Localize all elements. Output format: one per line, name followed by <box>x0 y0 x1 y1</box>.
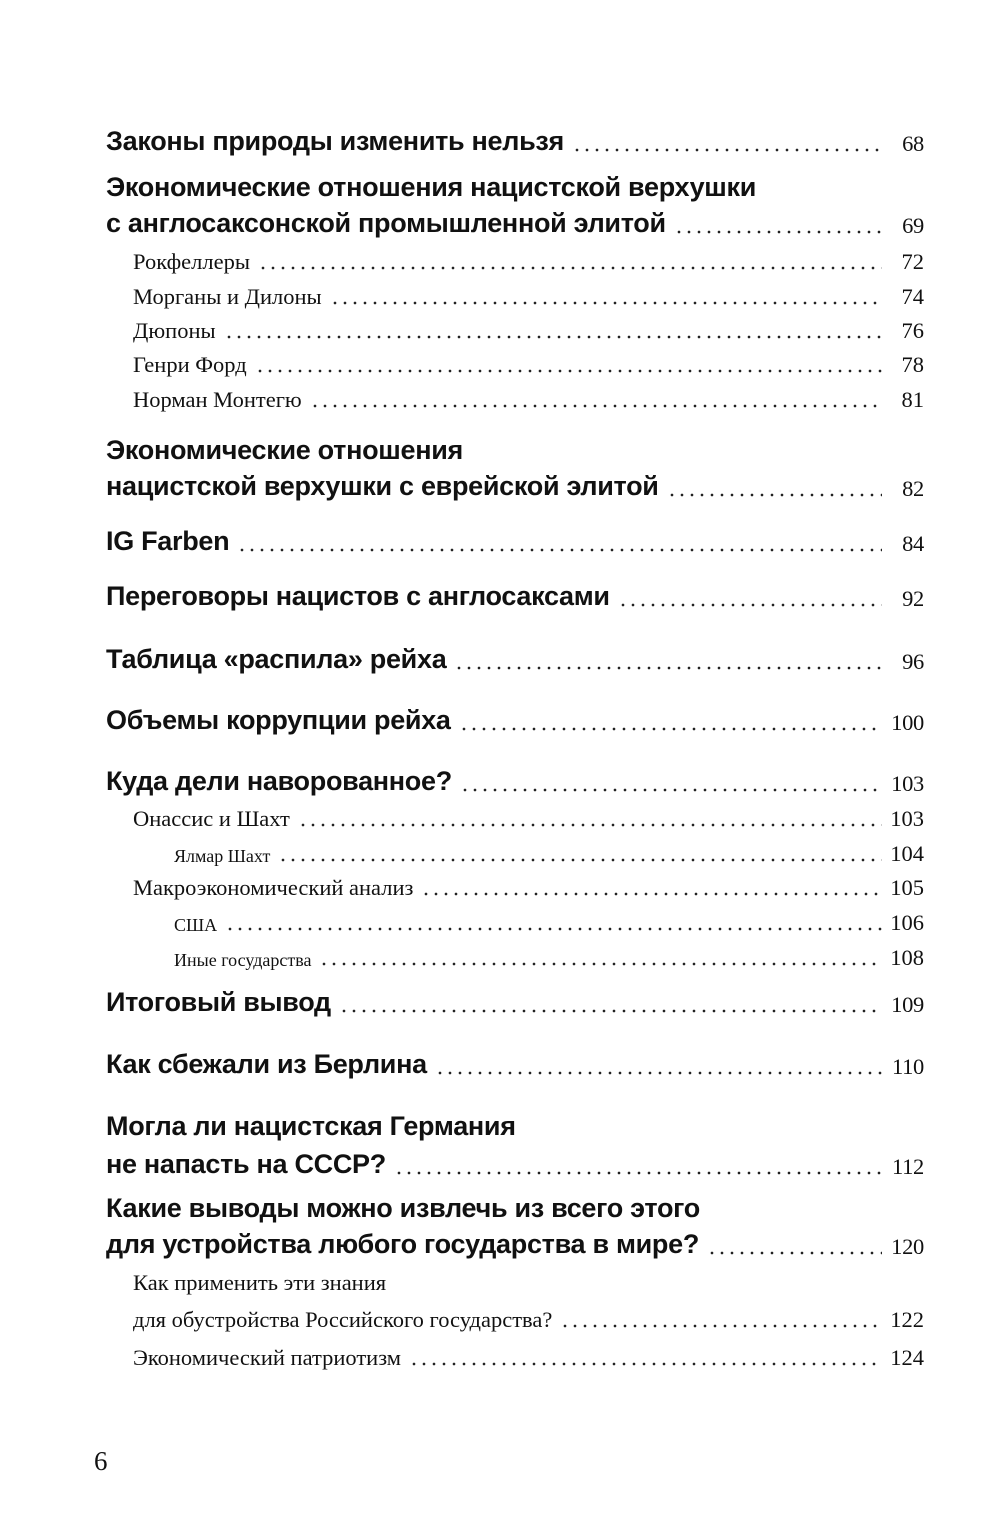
page-number: 6 <box>94 1446 108 1476</box>
toc-entry-page: 120 <box>891 1233 924 1259</box>
toc-entry-line <box>106 1145 924 1181</box>
toc-entry-line <box>133 309 924 345</box>
toc-entry-page: 103 <box>891 770 924 796</box>
toc-entry-line <box>106 1189 924 1225</box>
dot-leader <box>667 491 882 499</box>
dot-leader <box>572 146 882 154</box>
toc-entry-line <box>106 1107 924 1143</box>
toc-entry-page: 105 <box>890 874 924 900</box>
toc-entry-title: для устройства любого государства в мире? <box>106 1229 700 1259</box>
toc-entry-line <box>106 204 924 240</box>
toc-entry-page: 69 <box>902 212 924 238</box>
toc-entry-line <box>174 901 924 937</box>
toc-entry-title: Дюпоны <box>133 317 216 343</box>
toc-entry-title: не напасть на СССР? <box>106 1149 386 1179</box>
toc-entry-title: IG Farben <box>106 526 230 556</box>
toc-entry-line <box>106 168 924 204</box>
dot-leader <box>409 1360 882 1368</box>
toc-entry-page: 124 <box>890 1344 924 1370</box>
dot-leader <box>421 890 882 898</box>
toc-entry-page: 96 <box>902 648 924 674</box>
toc-entry-title: для обустройства Российского государства? <box>133 1306 553 1332</box>
toc-entry-line <box>133 240 924 276</box>
dot-leader <box>435 1069 882 1077</box>
toc-entry-title: Экономический патриотизм <box>133 1344 402 1370</box>
toc-entry-title: Объемы коррупции рейха <box>106 705 451 735</box>
toc-entry-line <box>133 378 924 414</box>
dot-leader <box>224 333 882 341</box>
toc-entry-line <box>106 762 924 798</box>
dot-leader <box>460 786 882 794</box>
toc-entry-title: Куда дели наворованное? <box>106 766 452 796</box>
dot-leader <box>707 1249 882 1257</box>
toc-entry-title: Таблица «распила» рейха <box>106 644 447 674</box>
dot-leader <box>560 1322 882 1330</box>
toc-entry-title: Законы природы изменить нельзя <box>106 126 564 156</box>
toc-entry-page: 76 <box>901 317 924 343</box>
dot-leader <box>339 1007 882 1015</box>
toc-entry-page: 122 <box>890 1306 924 1332</box>
toc-entry-line <box>106 701 924 737</box>
toc-entry-page: 103 <box>890 805 924 831</box>
toc-entry-page: 108 <box>890 944 924 970</box>
toc-entry-page: 72 <box>901 248 924 274</box>
toc-entry-page: 106 <box>890 909 924 935</box>
toc-entry-line <box>106 522 924 558</box>
toc-entry-line <box>133 343 924 379</box>
toc-entry-title: Переговоры нацистов с англосаксами <box>106 581 610 611</box>
toc-entry-title: Ялмар Шахт <box>174 846 271 866</box>
toc-entry-title: с англосаксонской промышленной элитой <box>106 208 666 238</box>
toc-entry-page: 81 <box>901 386 924 412</box>
dot-leader <box>258 264 882 272</box>
toc-entry-line <box>106 640 924 676</box>
toc-entry-title: Экономические отношения нацистской верхушки <box>106 172 757 202</box>
toc-entry-line <box>106 983 924 1019</box>
toc-entry-line <box>106 1045 924 1081</box>
dot-leader <box>255 367 882 375</box>
toc-entry-title: Могла ли нацистская Германия <box>106 1111 516 1141</box>
toc-entry-page: 110 <box>891 1053 924 1079</box>
dot-leader <box>237 546 882 554</box>
toc-entry-title: нацистской верхушки с еврейской элитой <box>106 471 659 501</box>
toc-entry-line <box>133 1298 924 1334</box>
toc-entry-page: 109 <box>891 991 924 1017</box>
dot-leader <box>394 1169 882 1177</box>
toc-entry-page: 100 <box>891 709 924 735</box>
toc-entry-page: 68 <box>902 130 924 156</box>
toc-entry-line <box>174 832 924 868</box>
toc-entry-line <box>106 577 924 613</box>
toc-entry-title: Экономические отношения <box>106 435 463 465</box>
dot-leader <box>310 402 882 410</box>
toc-entry-line <box>133 866 924 902</box>
dot-leader <box>298 821 882 829</box>
toc-entry-line <box>106 467 924 503</box>
toc-entry-page: 74 <box>901 283 924 309</box>
toc-entry-page: 104 <box>890 840 924 866</box>
toc-entry-page: 82 <box>902 475 924 501</box>
toc-entry-title: Какие выводы можно извлечь из всего этого <box>106 1193 700 1223</box>
toc-entry-title: Морганы и Дилоны <box>133 283 322 309</box>
toc-entry-title: Онассис и Шахт <box>133 805 290 831</box>
toc-entry-title: Макроэкономический анализ <box>133 874 414 900</box>
dot-leader <box>459 725 882 733</box>
toc-entry-title: Иные государства <box>174 950 312 970</box>
toc-entry-title: Рокфеллеры <box>133 248 250 274</box>
dot-leader <box>674 228 882 236</box>
toc-entry-page: 92 <box>902 585 924 611</box>
toc-entry-line <box>133 1261 924 1297</box>
toc-entry-title: Как сбежали из Берлина <box>106 1049 427 1079</box>
toc-entry-line <box>106 122 924 158</box>
toc-entry-line <box>133 275 924 311</box>
toc-entry-title: Итоговый вывод <box>106 987 331 1017</box>
toc-entry-title: США <box>174 915 218 935</box>
toc-entry-line <box>174 936 924 972</box>
toc-entry-line <box>106 431 924 467</box>
dot-leader <box>225 925 882 933</box>
dot-leader <box>278 856 882 864</box>
toc-entry-line <box>133 797 924 833</box>
dot-leader <box>454 664 882 672</box>
toc-entry-page: 78 <box>901 351 924 377</box>
toc-entry-page: 112 <box>891 1153 924 1179</box>
toc-entry-line <box>106 1225 924 1261</box>
toc-entry-title: Генри Форд <box>133 351 247 377</box>
toc-entry-page: 84 <box>902 530 924 556</box>
dot-leader <box>330 299 882 307</box>
toc-entry-title: Норман Монтегю <box>133 386 302 412</box>
dot-leader <box>618 601 882 609</box>
toc-entry-title: Как применить эти знания <box>133 1269 387 1295</box>
dot-leader <box>319 960 882 968</box>
toc-entry-line <box>133 1336 924 1372</box>
table-of-contents <box>106 0 924 1539</box>
